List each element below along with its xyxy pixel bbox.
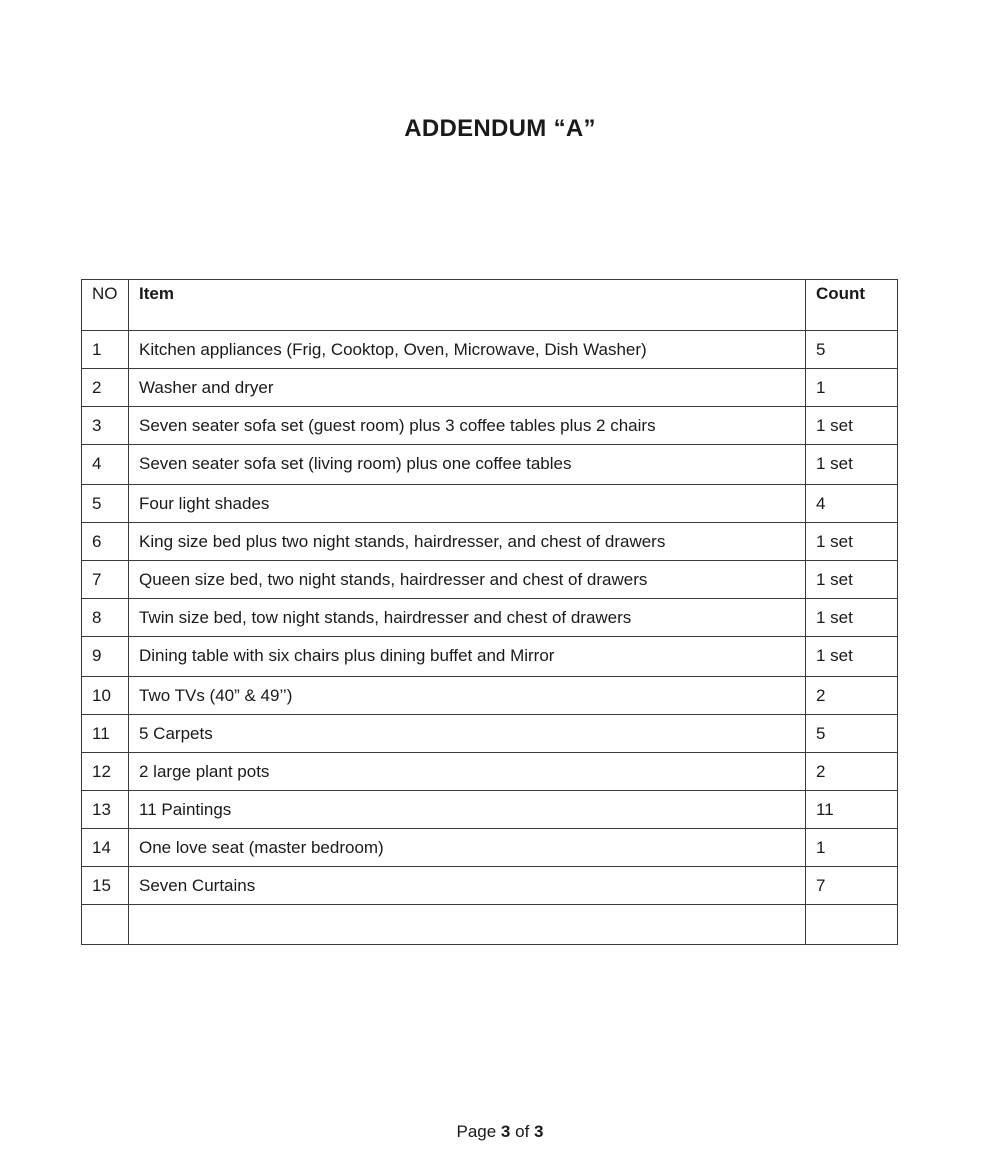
- row-count: 2: [806, 677, 898, 715]
- table-row: [82, 599, 898, 637]
- table-row: [82, 369, 898, 407]
- row-no: 3: [82, 407, 129, 445]
- table-row: [82, 485, 898, 523]
- row-item: 11 Paintings: [129, 791, 806, 829]
- row-item: Four light shades: [129, 485, 806, 523]
- table-row: [82, 407, 898, 445]
- row-count: 5: [806, 715, 898, 753]
- table-row: [82, 331, 898, 369]
- row-no: 13: [82, 791, 129, 829]
- row-count: 5: [806, 331, 898, 369]
- row-count: 1 set: [806, 523, 898, 561]
- table-row: [82, 677, 898, 715]
- row-no: 11: [82, 715, 129, 753]
- table-row: [82, 867, 898, 905]
- table-row: [82, 715, 898, 753]
- table-row: [82, 561, 898, 599]
- table-row: [82, 753, 898, 791]
- page-label: Page: [456, 1122, 497, 1141]
- row-item: Seven seater sofa set (guest room) plus 3 coffee tables plus 2 chairs: [129, 407, 806, 445]
- row-count: 1 set: [806, 637, 898, 677]
- row-count: 1: [806, 829, 898, 867]
- empty-cell: [129, 905, 806, 945]
- row-no: 12: [82, 753, 129, 791]
- table-row-empty: [82, 905, 898, 945]
- empty-cell: [806, 905, 898, 945]
- row-count: 1 set: [806, 407, 898, 445]
- header-no: NO: [82, 280, 129, 331]
- row-no: 2: [82, 369, 129, 407]
- current-page: 3: [500, 1122, 511, 1141]
- table-header-row: [82, 280, 898, 331]
- row-item: One love seat (master bedroom): [129, 829, 806, 867]
- table-row: [82, 791, 898, 829]
- row-count: 1: [806, 369, 898, 407]
- row-no: 10: [82, 677, 129, 715]
- inventory-table: [81, 279, 898, 945]
- row-no: 14: [82, 829, 129, 867]
- of-label: of: [515, 1122, 530, 1141]
- table-row: [82, 637, 898, 677]
- row-item: 2 large plant pots: [129, 753, 806, 791]
- row-item: Dining table with six chairs plus dining buffet and Mirror: [129, 637, 806, 677]
- header-count: Count: [806, 280, 898, 331]
- row-count: 1 set: [806, 599, 898, 637]
- row-count: 2: [806, 753, 898, 791]
- row-item: Queen size bed, two night stands, hairdresser and chest of drawers: [129, 561, 806, 599]
- table-row: [82, 445, 898, 485]
- page-number-footer: [0, 1122, 1000, 1142]
- row-item: Washer and dryer: [129, 369, 806, 407]
- header-item: Item: [129, 280, 806, 331]
- row-count: 11: [806, 791, 898, 829]
- row-count: 1 set: [806, 561, 898, 599]
- row-no: 7: [82, 561, 129, 599]
- document-title: ADDENDUM “A”: [404, 115, 596, 142]
- row-item: Seven Curtains: [129, 867, 806, 905]
- row-no: 5: [82, 485, 129, 523]
- row-no: 15: [82, 867, 129, 905]
- empty-cell: [82, 905, 129, 945]
- row-no: 8: [82, 599, 129, 637]
- row-count: 4: [806, 485, 898, 523]
- row-item: 5 Carpets: [129, 715, 806, 753]
- row-item: Seven seater sofa set (living room) plus one coffee tables: [129, 445, 806, 485]
- row-count: 1 set: [806, 445, 898, 485]
- row-no: 4: [82, 445, 129, 485]
- row-no: 9: [82, 637, 129, 677]
- row-count: 7: [806, 867, 898, 905]
- table-row: [82, 829, 898, 867]
- row-no: 1: [82, 331, 129, 369]
- row-item: Kitchen appliances (Frig, Cooktop, Oven, Microwave, Dish Washer): [129, 331, 806, 369]
- row-item: Twin size bed, tow night stands, hairdresser and chest of drawers: [129, 599, 806, 637]
- row-no: 6: [82, 523, 129, 561]
- row-item: King size bed plus two night stands, hairdresser, and chest of drawers: [129, 523, 806, 561]
- total-pages: 3: [534, 1122, 544, 1141]
- row-item: Two TVs (40” & 49’’): [129, 677, 806, 715]
- table-row: [82, 523, 898, 561]
